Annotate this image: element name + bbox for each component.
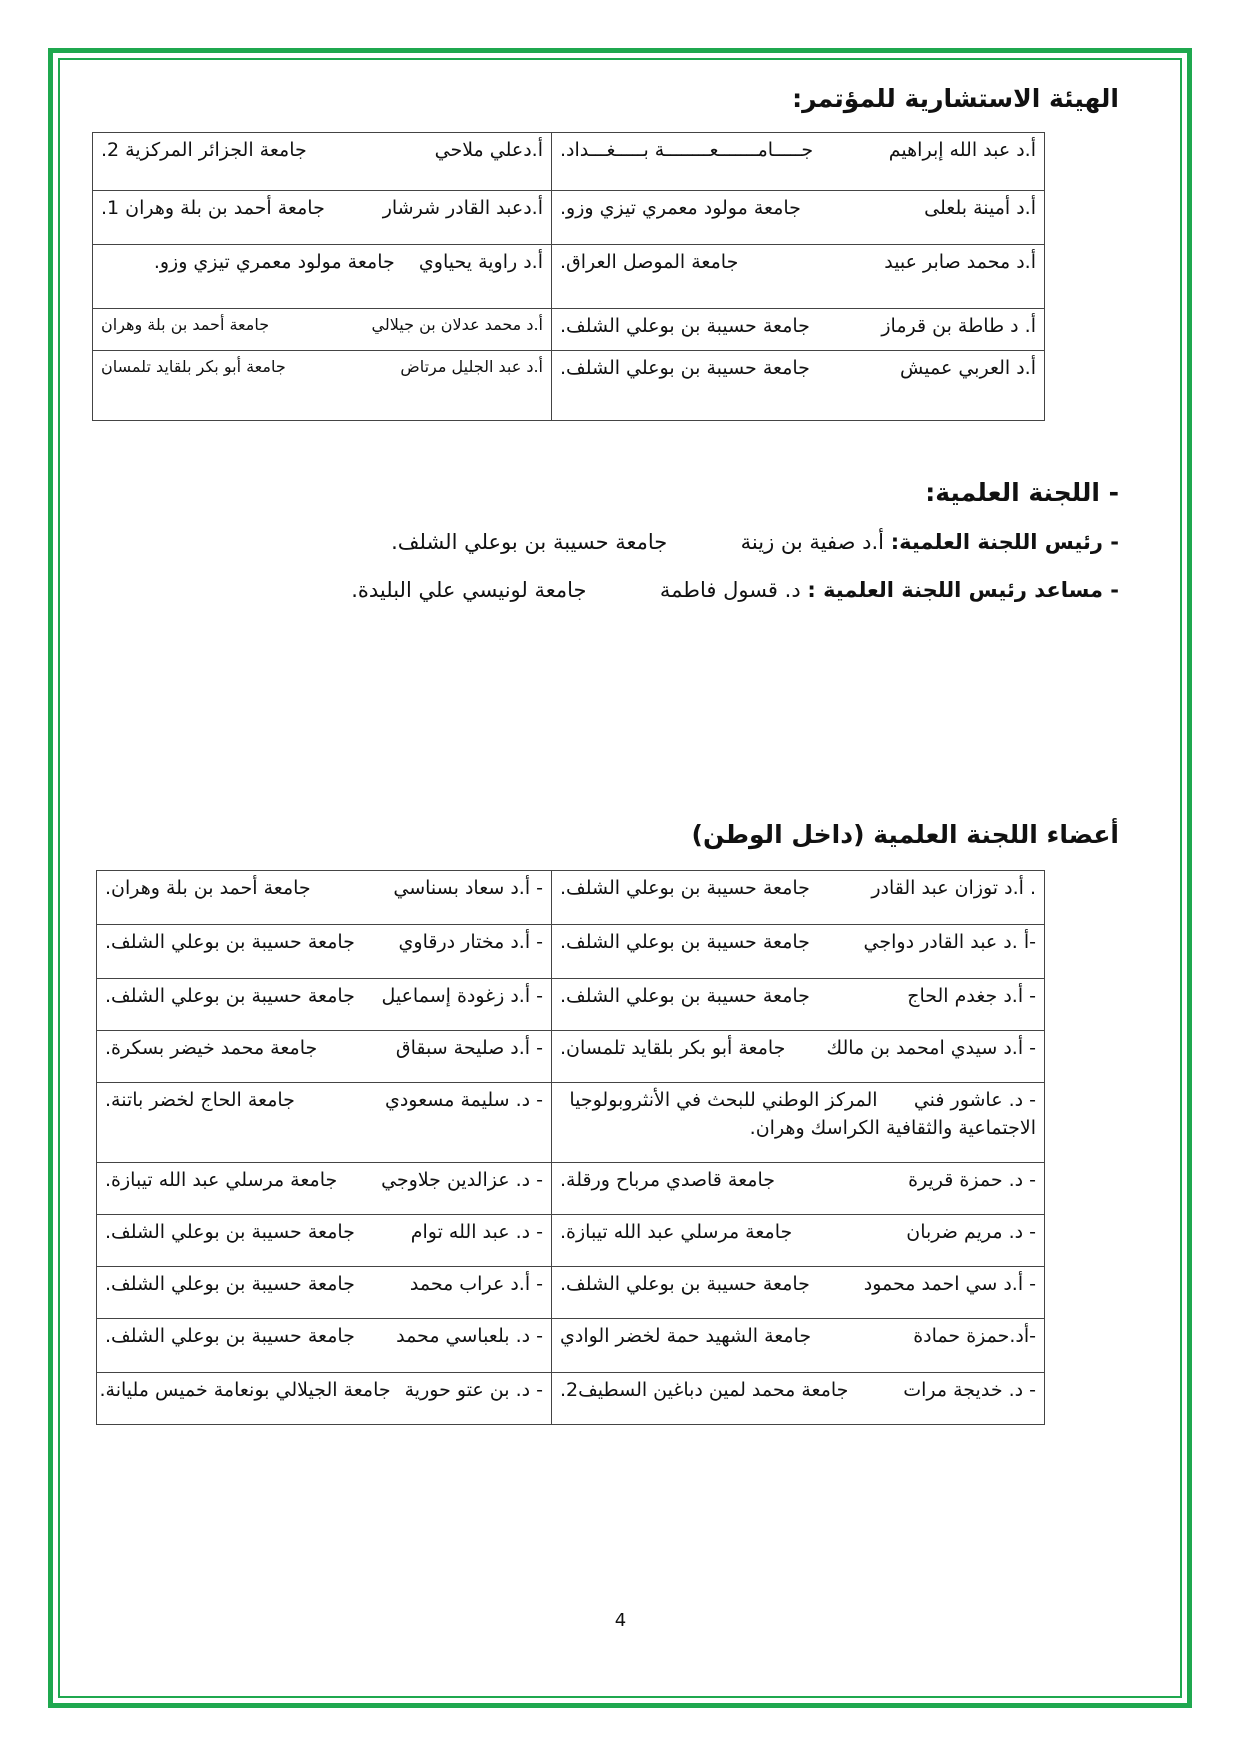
- member-name: أ.د راوية يحياوي: [418, 251, 543, 273]
- advisory-cell-r3-c1: [93, 309, 552, 351]
- members-cell-r6-c1: [97, 1215, 552, 1267]
- table-row: [93, 309, 1045, 351]
- members-cell-r0-c0: [552, 871, 1045, 925]
- member-name: أ.د محمد صابر عبيد: [884, 251, 1036, 273]
- members-cell-r8-c0: [552, 1319, 1045, 1373]
- members-cell-r0-c1: [97, 871, 552, 925]
- chair-university: جامعة حسيبة بن بوعلي الشلف.: [391, 530, 668, 554]
- members-title: أعضاء اللجنة العلمية (داخل الوطن): [691, 820, 1119, 849]
- members-cell-r2-c0: [552, 979, 1045, 1031]
- member-university: جامعة حسيبة بن بوعلي الشلف.: [560, 877, 810, 899]
- advisory-cell-r4-c1: [93, 351, 552, 421]
- member-name: - د. عزالدين جلاوجي: [381, 1169, 543, 1191]
- members-cell-r4-c0: [552, 1083, 1045, 1163]
- member-university: جـــــامـــــــعــــــــة بـــــغـــداد.: [560, 139, 814, 161]
- advisory-cell-r1-c0: [552, 191, 1045, 245]
- member-name: - أ.د سي احمد محمود: [863, 1273, 1036, 1295]
- members-cell-r9-c1: [97, 1373, 552, 1425]
- member-name: - د. حمزة قريرة: [908, 1169, 1036, 1191]
- chair-name: أ.د صفية بن زينة: [740, 530, 885, 554]
- assistant-name: د. قسول فاطمة: [659, 578, 801, 602]
- member-university: جامعة مولود معمري تيزي وزو.: [153, 251, 395, 273]
- table-row: [97, 979, 1045, 1031]
- member-university: جامعة مرسلي عبد الله تيبازة.: [105, 1169, 338, 1191]
- advisory-cell-r1-c1: [93, 191, 552, 245]
- advisory-cell-r0-c0: [552, 133, 1045, 191]
- member-name: - د. سليمة مسعودي: [384, 1089, 543, 1111]
- members-cell-r1-c0: [552, 925, 1045, 979]
- advisory-cell-r4-c0: [552, 351, 1045, 421]
- member-name: - أ.د عراب محمد: [409, 1273, 543, 1295]
- member-name: . أ.د توزان عبد القادر: [871, 877, 1036, 899]
- assistant-label: - مساعد رئيس اللجنة العلمية :: [807, 578, 1119, 602]
- member-name: أ.د العربي عميش: [900, 357, 1036, 379]
- members-cell-r1-c1: [97, 925, 552, 979]
- table-row: [97, 1031, 1045, 1083]
- member-university: جامعة أحمد بن بلة وهران 1.: [101, 197, 325, 219]
- member-university: جامعة حسيبة بن بوعلي الشلف.: [560, 1273, 810, 1295]
- assistant-university: جامعة لونيسي علي البليدة.: [351, 578, 587, 602]
- members-cell-r6-c0: [552, 1215, 1045, 1267]
- members-cell-r7-c0: [552, 1267, 1045, 1319]
- member-name: أ.د عبد الله إبراهيم: [888, 139, 1036, 161]
- page-number: 4: [614, 1610, 627, 1631]
- table-row: [97, 1373, 1045, 1425]
- member-name: - د. بن عتو حورية: [404, 1379, 543, 1401]
- members-cell-r5-c1: [97, 1163, 552, 1215]
- member-university: جامعة أبو بكر بلقايد تلمسان: [101, 357, 286, 376]
- chair-line: [391, 530, 1119, 554]
- members-cell-r3-c1: [97, 1031, 552, 1083]
- member-name: أ.د محمد عدلان بن جيلالي: [371, 315, 543, 334]
- member-name: - أ.د جغدم الحاج: [907, 985, 1036, 1007]
- members-cell-r2-c1: [97, 979, 552, 1031]
- member-university: جامعة الشهيد حمة لخضر الوادي: [560, 1325, 812, 1347]
- table-row: [97, 1215, 1045, 1267]
- member-name: - أ.د زغودة إسماعيل: [381, 985, 543, 1007]
- table-row: [97, 1083, 1045, 1163]
- member-university: جامعة حسيبة بن بوعلي الشلف.: [105, 1221, 355, 1243]
- members-table: [96, 870, 1045, 1425]
- members-cell-r7-c1: [97, 1267, 552, 1319]
- member-university: جامعة حسيبة بن بوعلي الشلف.: [560, 931, 810, 953]
- members-cell-r5-c0: [552, 1163, 1045, 1215]
- advisory-table: [92, 132, 1045, 421]
- member-name: - د. مريم ضربان: [906, 1221, 1036, 1243]
- members-cell-r3-c0: [552, 1031, 1045, 1083]
- advisory-cell-r2-c1: [93, 245, 552, 309]
- scientific-title: - اللجنة العلمية:: [925, 478, 1119, 507]
- member-university: جامعة الموصل العراق.: [560, 251, 739, 273]
- advisory-cell-r2-c0: [552, 245, 1045, 309]
- member-university: جامعة محمد خيضر بسكرة.: [105, 1037, 318, 1059]
- table-row: [97, 1163, 1045, 1215]
- members-cell-r4-c1: [97, 1083, 552, 1163]
- member-name: أ.دعبد القادر شرشار: [382, 197, 543, 219]
- table-row: [93, 351, 1045, 421]
- member-name: أ.د أمينة بلعلى: [924, 197, 1036, 219]
- member-university: جامعة حسيبة بن بوعلي الشلف.: [560, 985, 810, 1007]
- member-university: جامعة حسيبة بن بوعلي الشلف.: [105, 985, 355, 1007]
- member-name: - د. عبد الله توام: [410, 1221, 543, 1243]
- member-name: أ. د طاطة بن قرماز: [881, 315, 1036, 337]
- member-name: أ.دعلي ملاحي: [434, 139, 543, 161]
- table-row: [97, 925, 1045, 979]
- table-row: [97, 1267, 1045, 1319]
- member-university: جامعة الجيلالي بونعامة خميس مليانة.: [99, 1379, 391, 1401]
- member-name: - د. عاشور فني: [913, 1089, 1036, 1111]
- table-row: [97, 871, 1045, 925]
- member-university: جامعة أحمد بن بلة وهران.: [105, 877, 311, 899]
- members-cell-r8-c1: [97, 1319, 552, 1373]
- member-university: المركز الوطني للبحث في الأنثروبولوجيا الاجتماعية والثقافية الكراسك وهران.: [569, 1089, 1036, 1139]
- table-row: [93, 191, 1045, 245]
- member-name: - أ.د صليحة سبقاق: [395, 1037, 543, 1059]
- member-name: -أد.حمزة حمادة: [913, 1325, 1036, 1347]
- advisory-title: الهيئة الاستشارية للمؤتمر:: [792, 84, 1119, 113]
- member-name: -أ .د عبد القادر دواجي: [863, 931, 1036, 953]
- assistant-line: [351, 578, 1119, 602]
- table-row: [93, 245, 1045, 309]
- member-university: جامعة أحمد بن بلة وهران: [101, 315, 270, 334]
- member-university: جامعة أبو بكر بلقايد تلمسان.: [560, 1037, 786, 1059]
- member-name: أ.د عبد الجليل مرتاض: [400, 357, 543, 376]
- member-university: جامعة حسيبة بن بوعلي الشلف.: [560, 357, 810, 379]
- member-name: - د. بلعباسي محمد: [396, 1325, 543, 1347]
- member-name: - أ.د سيدي امحمد بن مالك: [826, 1037, 1036, 1059]
- member-university: جامعة الجزائر المركزية 2.: [101, 139, 307, 161]
- member-university: جامعة محمد لمين دباغين السطيف2.: [560, 1379, 849, 1401]
- member-university: جامعة مرسلي عبد الله تيبازة.: [560, 1221, 793, 1243]
- member-university: جامعة الحاج لخضر باتنة.: [105, 1089, 295, 1111]
- advisory-cell-r3-c0: [552, 309, 1045, 351]
- advisory-cell-r0-c1: [93, 133, 552, 191]
- members-cell-r9-c0: [552, 1373, 1045, 1425]
- member-name: - أ.د مختار درقاوي: [398, 931, 543, 953]
- member-university: جامعة قاصدي مرباح ورقلة.: [560, 1169, 775, 1191]
- member-university: جامعة مولود معمري تيزي وزو.: [560, 197, 801, 219]
- table-row: [97, 1319, 1045, 1373]
- table-row: [93, 133, 1045, 191]
- chair-label: - رئيس اللجنة العلمية:: [890, 530, 1119, 554]
- member-university: جامعة حسيبة بن بوعلي الشلف.: [560, 315, 810, 337]
- member-name: - أ.د سعاد بسناسي: [393, 877, 543, 899]
- member-university: جامعة حسيبة بن بوعلي الشلف.: [105, 1325, 355, 1347]
- member-university: جامعة حسيبة بن بوعلي الشلف.: [105, 931, 355, 953]
- member-university: جامعة حسيبة بن بوعلي الشلف.: [105, 1273, 355, 1295]
- member-name: - د. خديجة مرات: [903, 1379, 1036, 1401]
